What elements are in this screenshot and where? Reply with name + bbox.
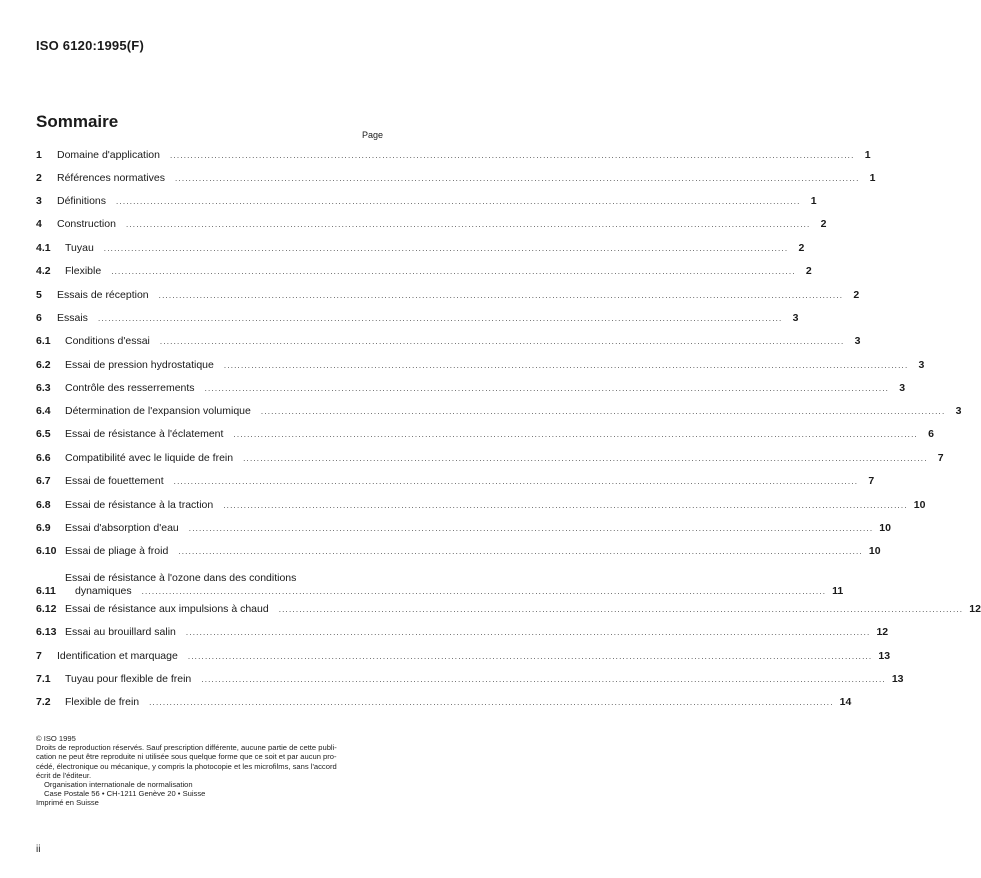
dot-leader — [170, 149, 855, 162]
rights-line: Droits de reproduction réservés. Sauf prescription différente, aucune partie de cette publi- — [36, 743, 337, 753]
toc-entry-label: Essai de fouettement — [65, 475, 164, 487]
toc-entry-label: Construction — [57, 218, 116, 230]
toc-entry-number: 7.1 — [36, 673, 51, 685]
toc-entry[interactable] — [36, 452, 944, 465]
toc-entry-number: 4.2 — [36, 265, 51, 277]
toc-entry-number: 6.11 — [36, 585, 56, 597]
toc-entry-label: Définitions — [57, 195, 107, 207]
toc-entry-number: 6.2 — [36, 359, 51, 371]
dot-leader — [111, 265, 796, 278]
toc-entry-page: 2 — [798, 242, 805, 254]
dot-leader — [188, 650, 873, 663]
toc-entry[interactable] — [36, 572, 844, 598]
dot-leader — [174, 475, 859, 488]
toc-entry[interactable] — [36, 289, 860, 302]
toc-entry-number: 6.12 — [36, 603, 57, 615]
toc-entry-number: 6.8 — [36, 499, 51, 511]
toc-entry-number: 4 — [36, 218, 42, 230]
toc-entry-page: 10 — [913, 499, 926, 511]
toc-entry[interactable] — [36, 626, 889, 639]
toc-entry[interactable] — [36, 172, 876, 185]
toc-entry-number: 6.1 — [36, 335, 51, 347]
toc-entry-number: 6.7 — [36, 475, 51, 487]
printed-in: Imprimé en Suisse — [36, 798, 99, 808]
toc-entry-label: Références normatives — [57, 172, 165, 184]
toc-entry-number: 6.10 — [36, 545, 57, 557]
page-column-label: Page — [361, 130, 383, 140]
toc-entry[interactable] — [36, 312, 799, 325]
toc-entry-page: 7 — [868, 475, 875, 487]
toc-entry-label: Conditions d'essai — [65, 335, 150, 347]
toc-entry-page: 1 — [869, 172, 876, 184]
toc-entry-number: 6.6 — [36, 452, 51, 464]
toc-entry[interactable] — [36, 335, 861, 348]
toc-entry[interactable] — [36, 603, 981, 616]
toc-entry-page: 2 — [820, 218, 827, 230]
toc-entry-page: 14 — [839, 696, 852, 708]
toc-entry-page: 12 — [969, 603, 981, 615]
dot-leader — [116, 195, 801, 208]
toc-entry-page: 1 — [864, 149, 871, 161]
page-folio: ii — [36, 844, 41, 855]
toc-entry[interactable] — [36, 149, 871, 162]
toc-entry-number: 6.13 — [36, 626, 57, 638]
toc-entry-label: Tuyau pour flexible de frein — [65, 673, 192, 685]
toc-entry-page: 12 — [876, 626, 889, 638]
toc-entry[interactable] — [36, 673, 904, 686]
toc-entry-label: Compatibilité avec le liquide de frein — [65, 452, 234, 464]
dot-leader — [159, 289, 844, 302]
dot-leader — [233, 428, 918, 441]
toc-entry-page: 3 — [792, 312, 799, 324]
dot-leader — [189, 522, 874, 535]
toc-entry[interactable] — [36, 359, 925, 372]
dot-leader — [201, 673, 886, 686]
page-title: Sommaire — [36, 112, 119, 131]
toc-entry-number: 4.1 — [36, 242, 51, 254]
toc-entry-label: Essai de résistance à la traction — [65, 499, 214, 511]
toc-entry-page: 10 — [879, 522, 891, 534]
toc-entry-number: 6.3 — [36, 382, 51, 394]
toc-entry-page: 7 — [937, 452, 944, 464]
toc-entry-label: Essai de pression hydrostatique — [65, 359, 214, 371]
toc-entry-page: 3 — [918, 359, 925, 371]
dot-leader — [261, 405, 946, 418]
toc-entry-page: 13 — [891, 673, 904, 685]
rights-line: cédé, électronique ou mécanique, y compris la photocopie et les microfilms, sans l'accord — [36, 761, 337, 771]
toc-entry-label: Tuyau — [65, 242, 94, 254]
dot-leader — [178, 545, 863, 558]
toc-entry-number: 6.5 — [36, 428, 51, 440]
toc-entry-label: Essai de résistance aux impulsions à chaud — [65, 603, 269, 615]
toc-entry-number: 5 — [36, 289, 42, 301]
copyright-notice: © ISO 1995 — [36, 734, 76, 743]
toc-entry-number: 7 — [36, 650, 42, 662]
toc-entry[interactable] — [36, 696, 852, 709]
rights-line: écrit de l'éditeur. — [36, 770, 92, 780]
toc-entry-label: Essai de résistance à l'éclatement — [65, 428, 224, 440]
toc-entry[interactable] — [36, 218, 827, 231]
dot-leader — [98, 312, 783, 325]
toc-entry-number: 6 — [36, 312, 42, 324]
dot-leader — [160, 335, 845, 348]
toc-entry-label-continued: dynamiques — [75, 585, 132, 597]
toc-entry[interactable] — [36, 428, 934, 441]
toc-entry-label: Essais de réception — [57, 289, 149, 301]
toc-entry-page: 3 — [955, 405, 962, 417]
toc-entry-label: Identification et marquage — [57, 650, 178, 662]
dot-leader — [126, 218, 811, 231]
dot-leader — [104, 242, 789, 255]
toc-entry-label: Détermination de l'expansion volumique — [65, 405, 251, 417]
toc-entry-page: 2 — [853, 289, 860, 301]
toc-entry-page: 13 — [878, 650, 891, 662]
toc-entry-label: Essai de pliage à froid — [65, 545, 169, 557]
toc-entry[interactable] — [36, 242, 805, 255]
toc-entry[interactable] — [36, 195, 817, 208]
toc-entry-page: 3 — [899, 382, 906, 394]
dot-leader — [205, 382, 890, 395]
toc-entry-label: Flexible — [65, 265, 102, 277]
toc-entry-label: Essai de résistance à l'ozone dans des conditions — [65, 572, 297, 584]
dot-leader — [224, 359, 909, 372]
toc-entry[interactable] — [36, 545, 881, 558]
toc-entry-number: 6.9 — [36, 522, 51, 534]
dot-leader — [175, 172, 860, 185]
toc-entry-page: 11 — [832, 585, 844, 597]
toc-entry-number: 6.4 — [36, 405, 51, 417]
dot-leader — [186, 626, 871, 639]
toc-entry[interactable] — [36, 522, 891, 535]
toc-entry-page: 10 — [868, 545, 881, 557]
toc-entry-label: Domaine d'application — [57, 149, 160, 161]
organization-address: Case Postale 56 • CH-1211 Genève 20 • Suisse — [44, 789, 206, 799]
toc-entry-label: Essais — [57, 312, 88, 324]
toc-entry-label: Contrôle des resserrements — [65, 382, 195, 394]
toc-entry-page: 2 — [805, 265, 812, 277]
toc-entry-number: 7.2 — [36, 696, 51, 708]
toc-entry[interactable] — [36, 499, 926, 512]
toc-entry-page: 6 — [928, 428, 934, 440]
dot-leader — [279, 603, 964, 616]
toc-entry-page: 1 — [810, 195, 817, 207]
toc-entry[interactable] — [36, 475, 875, 488]
toc-entry[interactable] — [36, 405, 962, 418]
toc-entry[interactable] — [36, 265, 812, 278]
copyright-footer — [36, 734, 386, 808]
rights-line: cation ne peut être reproduite ni utilisée sous quelque forme que ce soit et par aucun pro- — [36, 752, 337, 762]
toc-entry-number: 1 — [36, 149, 42, 161]
dot-leader — [149, 696, 834, 709]
toc-entry[interactable] — [36, 650, 891, 663]
toc-entry-label: Flexible de frein — [65, 696, 140, 708]
toc-entry-number: 3 — [36, 195, 42, 207]
dot-leader — [243, 452, 928, 465]
dot-leader — [223, 499, 908, 512]
standard-code-header: ISO 6120:1995(F) — [36, 38, 144, 53]
dot-leader — [142, 585, 827, 598]
toc-entry[interactable] — [36, 382, 906, 395]
toc-entry-label: Essai au brouillard salin — [65, 626, 176, 638]
toc-entry-label: Essai d'absorption d'eau — [65, 522, 179, 534]
toc-entry-page: 3 — [854, 335, 861, 347]
organization-name: Organisation internationale de normalisation — [44, 780, 193, 790]
toc-entry-number: 2 — [36, 172, 42, 184]
